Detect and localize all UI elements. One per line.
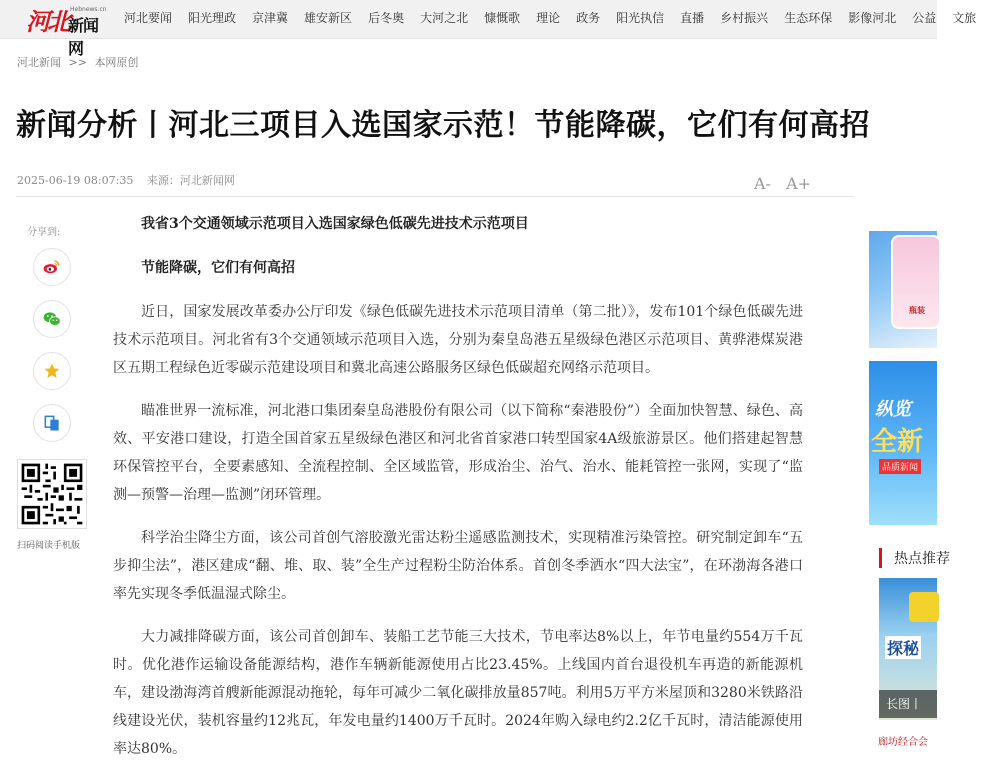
copy-icon bbox=[42, 413, 62, 433]
article-lead-1: 我省3个交通领域示范项目入选国家绿色低碳先进技术示范项目 bbox=[141, 216, 529, 232]
article-paragraph: 大力减排降碳方面，该公司首创卸车、装船工艺节能三大技术，节电率达8%以上，年节电量约554万千瓦时。优化港作运输设备能源结构，港作车辆新能源使用占比23.45%。上线国内首台退役机车再造的新能源机车，建设渤海湾首艘新能源混动拖轮，每年可减少二氧化碳排放量857吨。利用5万平方米屋顶和3280米铁路沿线建设光伏，装机容量约12兆瓦，年发电量约1400万千瓦时。2024年购入绿电约2.2亿千瓦时，清洁能源使用率达80%。 bbox=[113, 629, 803, 757]
font-larger-button[interactable]: A+ bbox=[786, 174, 812, 193]
share-wechat-button[interactable] bbox=[33, 300, 71, 338]
favorite-icon bbox=[42, 361, 62, 381]
article-source: 来源：河北新闻网 bbox=[146, 174, 235, 187]
ad-2-title: 纵览 bbox=[875, 399, 911, 420]
ad-2-headline: 全新 bbox=[871, 427, 924, 457]
article-body bbox=[113, 210, 803, 778]
site-logo[interactable] bbox=[26, 2, 112, 58]
nav-item[interactable]: 河北要闻 bbox=[124, 11, 173, 25]
article-meta bbox=[17, 172, 245, 188]
nav-item[interactable]: 理论 bbox=[536, 11, 561, 25]
breadcrumb-separator: >> bbox=[68, 56, 87, 69]
nav-item[interactable]: 慷慨歌 bbox=[484, 11, 521, 25]
nav-item[interactable]: 阳光理政 bbox=[188, 11, 237, 25]
article-paragraph: 科学治尘降尘方面，该公司首创气溶胶激光雷达粉尘遥感监测技术，实现精准污染管控。研究制定卸车“五步抑尘法”，港区建成“翻、堆、取、装”全生产过程粉尘防治体系。首创冬季洒水“四大法宝”，在环渤海各港口率先实现冬季低温湿式除尘。 bbox=[113, 530, 803, 602]
weibo-icon bbox=[42, 257, 62, 277]
logo-url: Hebnews.cn bbox=[70, 6, 107, 13]
nav-item[interactable]: 阳光执信 bbox=[616, 11, 665, 25]
font-smaller-button[interactable]: A- bbox=[754, 174, 771, 193]
article-paragraph: 瞄准世界一流标准，河北港口集团秦皇岛港股份有限公司（以下简称“秦港股份”）全面加快智慧、绿色、高效、平安港口建设，打造全国首家五星级绿色港区和河北省首家港口转型国家4A级旅游景区。他们搭建起智慧环保管控平台，全要素感知、全流程控制、全区域监管，形成治尘、治气、治水、能耗管控一张网，实现了“监测—预警—治理—监测”闭环管理。 bbox=[113, 403, 803, 503]
nav-item[interactable]: 生态环保 bbox=[784, 11, 833, 25]
ad-2-badge: 品质新闻 bbox=[879, 459, 921, 474]
sidebar-ad-1[interactable] bbox=[869, 231, 937, 348]
nav-item[interactable]: 大河之北 bbox=[420, 11, 469, 25]
article-lead-2: 节能降碳，它们有何高招 bbox=[141, 260, 295, 276]
share-weibo-button[interactable] bbox=[33, 248, 71, 286]
logo-mark: 河北 bbox=[26, 8, 68, 36]
share-favorite-button[interactable] bbox=[33, 352, 71, 390]
nav-item[interactable]: 公益 bbox=[912, 11, 937, 25]
article-datetime: 2025-06-19 08:07:35 bbox=[17, 174, 134, 187]
sidebar-ad-2[interactable] bbox=[869, 361, 937, 525]
logo-text: 新闻网 bbox=[68, 16, 99, 58]
nav-item[interactable]: 直播 bbox=[680, 11, 705, 25]
breadcrumb bbox=[17, 54, 138, 70]
hot-feature-image[interactable] bbox=[879, 578, 937, 720]
share-label: 分享到: bbox=[27, 227, 61, 238]
hot-link[interactable]: 廊坊经合会 bbox=[878, 737, 928, 748]
article-title: 新闻分析丨河北三项目入选国家示范！节能降碳，它们有何高招 bbox=[16, 108, 870, 143]
font-size-controls bbox=[754, 174, 821, 193]
nav-item[interactable]: 乡村振兴 bbox=[720, 11, 769, 25]
share-copy-button[interactable] bbox=[33, 404, 71, 442]
hot-image-graphic bbox=[909, 592, 939, 622]
nav-item[interactable]: 后冬奥 bbox=[368, 11, 405, 25]
hot-image-banner: 探秘 bbox=[885, 636, 921, 659]
title-divider bbox=[16, 196, 854, 197]
nav-item[interactable]: 文旅 bbox=[952, 11, 977, 25]
qr-code bbox=[17, 459, 87, 529]
nav-item[interactable]: 影像河北 bbox=[848, 11, 897, 25]
article-paragraph: 近日，国家发展改革委办公厅印发《绿色低碳先进技术示范项目清单（第二批）》，发布101个绿色低碳先进技术示范项目。河北省有3个交通领域示范项目入选，分别为秦皇岛港五星级绿色港区示范项目、黄骅港煤炭港区五期工程绿色近零碳示范建设项目和冀北高速公路服务区绿色低碳超充网络示范项目。 bbox=[113, 304, 803, 376]
top-nav-bar bbox=[0, 0, 977, 58]
ad-1-label: 瓶装 bbox=[909, 305, 925, 315]
hot-section-title: 热点推荐 bbox=[879, 548, 950, 568]
main-nav bbox=[124, 0, 992, 38]
wechat-icon bbox=[42, 309, 62, 329]
qr-code-image bbox=[19, 461, 85, 527]
nav-item[interactable]: 京津冀 bbox=[252, 11, 289, 25]
nav-item[interactable]: 政务 bbox=[576, 11, 601, 25]
qr-label: 扫码阅读手机版 bbox=[17, 541, 81, 551]
hot-image-caption: 长图丨 bbox=[879, 690, 937, 718]
nav-item[interactable]: 雄安新区 bbox=[304, 11, 353, 25]
breadcrumb-current[interactable]: 本网原创 bbox=[94, 56, 139, 69]
breadcrumb-home[interactable]: 河北新闻 bbox=[17, 56, 61, 69]
